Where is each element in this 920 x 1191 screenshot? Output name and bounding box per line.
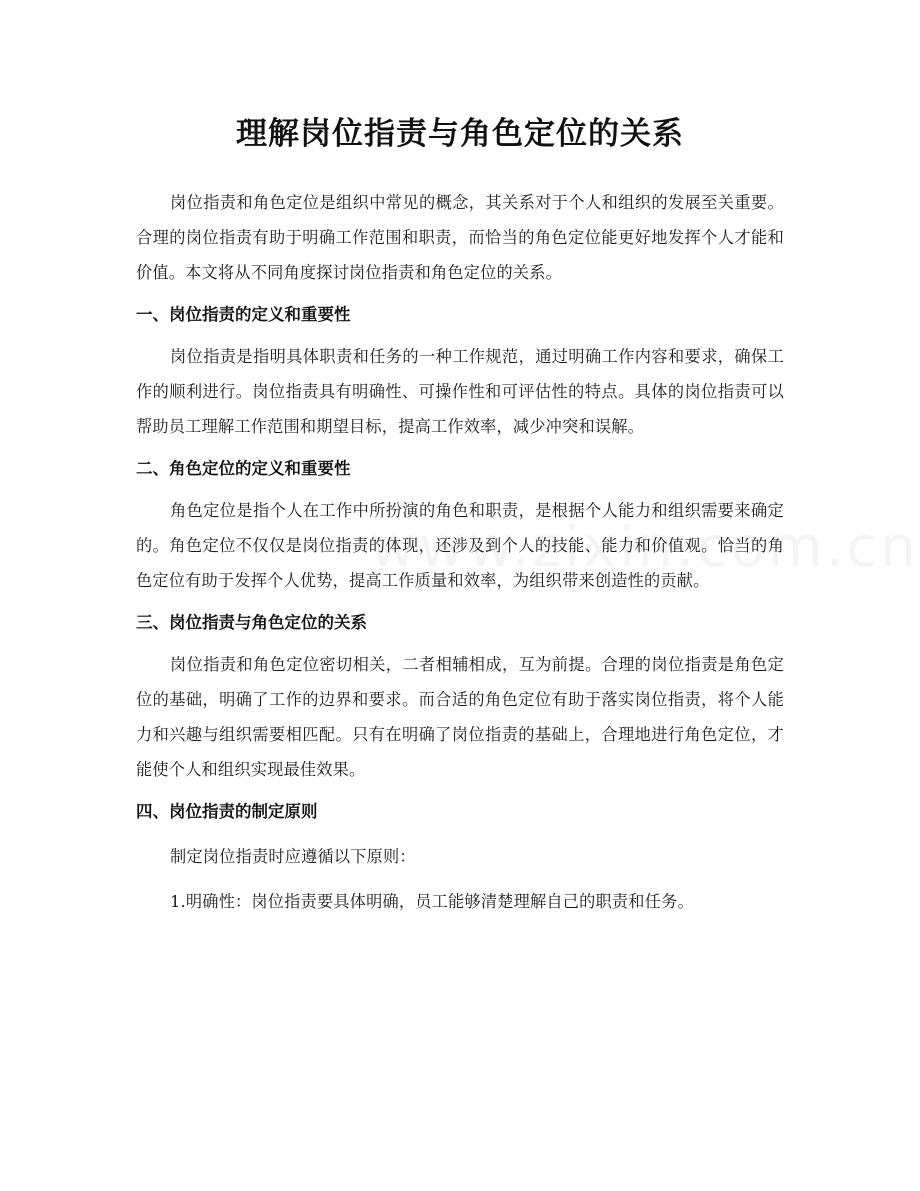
section-paragraph-4: 制定岗位指责时应遵循以下原则：	[170, 847, 416, 866]
document-body	[136, 185, 784, 919]
section-heading-1: 一、岗位指责的定义和重要性	[136, 305, 351, 324]
document-title: 理解岗位指责与角色定位的关系	[236, 116, 684, 152]
section-paragraph-3: 岗位指责和角色定位密切相关，二者相辅相成，互为前提。合理的岗位指责是角色定位的基础，明确了工作的边界和要求。而合适的角色定位有助于落实岗位指责，将个人能力和兴趣与组织需要相匹配。只有在明确了岗位指责的基础上，合理地进行角色定位，才能使个人和组织实现最佳效果。	[136, 655, 784, 779]
principle-list-item-1: 1.明确性：岗位指责要具体明确，员工能够清楚理解自己的职责和任务。	[170, 892, 694, 911]
section-paragraph-1: 岗位指责是指明具体职责和任务的一种工作规范，通过明确工作内容和要求，确保工作的顺利进行。岗位指责具有明确性、可操作性和可评估性的特点。具体的岗位指责可以帮助员工理解工作范围和期望目标，提高工作效率，减少冲突和误解。	[136, 347, 784, 436]
section-heading-2: 二、角色定位的定义和重要性	[136, 459, 351, 478]
section-heading-3: 三、岗位指责与角色定位的关系	[136, 613, 367, 632]
intro-paragraph: 岗位指责和角色定位是组织中常见的概念，其关系对于个人和组织的发展至关重要。合理的岗位指责有助于明确工作范围和职责，而恰当的角色定位能更好地发挥个人才能和价值。本文将从不同角度探讨岗位指责和角色定位的关系。	[136, 193, 784, 282]
section-paragraph-2: 角色定位是指个人在工作中所扮演的角色和职责，是根据个人能力和组织需要来确定的。角色定位不仅仅是岗位指责的体现，还涉及到个人的技能、能力和价值观。恰当的角色定位有助于发挥个人优势，提高工作质量和效率，为组织带来创造性的贡献。	[136, 501, 784, 590]
section-heading-4: 四、岗位指责的制定原则	[136, 802, 318, 821]
